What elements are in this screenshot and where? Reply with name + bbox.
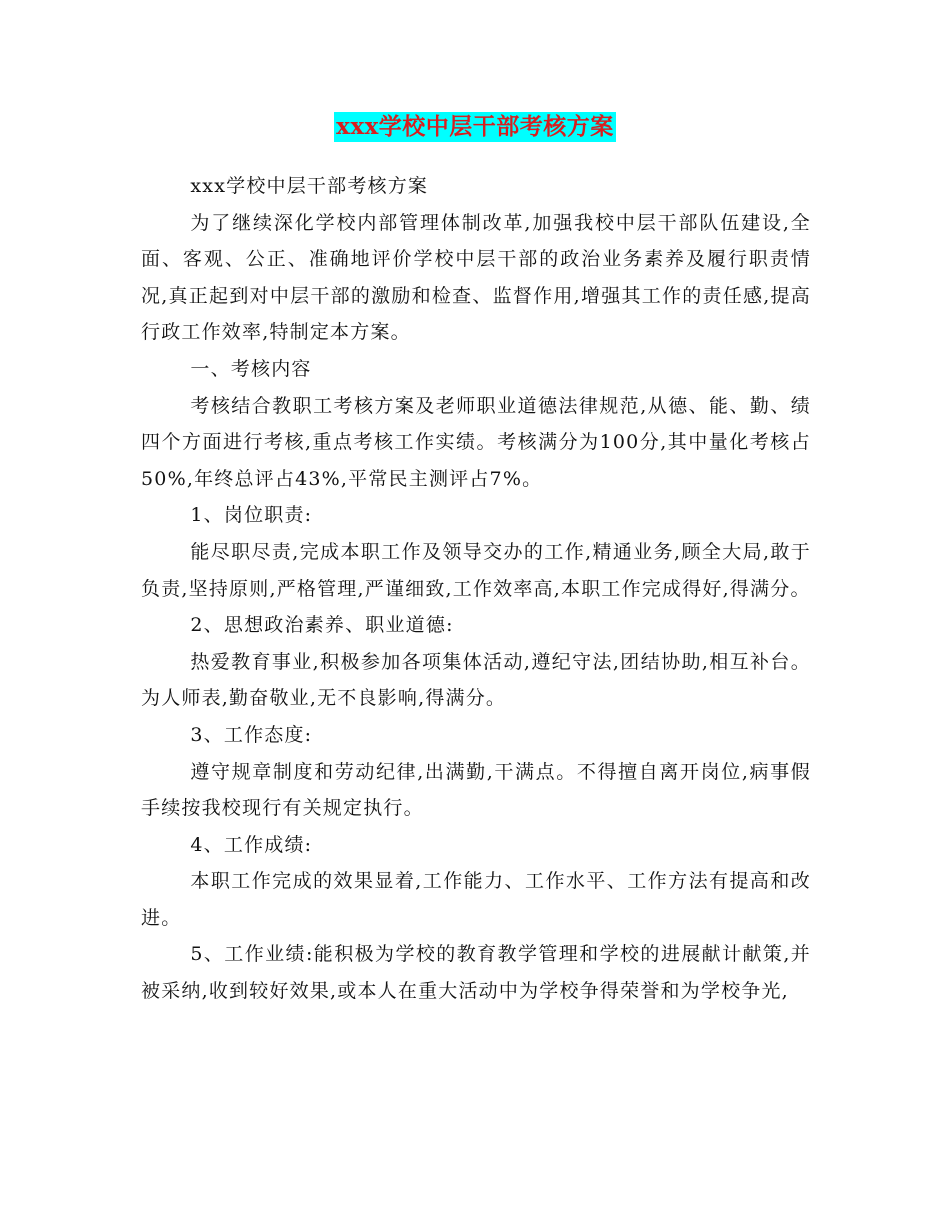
item-heading-4: 4、工作成绩:: [190, 833, 313, 856]
document-title: xxx学校中层干部考核方案: [336, 113, 614, 140]
item-5: 5、工作业绩:能积极为学校的教育教学管理和学校的进展献计献策,并被采纳,收到较好效果,或本人在重大活动中为学校争得荣誉和为学校争光,: [141, 943, 811, 1003]
item-heading-2: 2、思想政治素养、职业道德:: [190, 614, 454, 637]
item-text-3: 遵守规章制度和劳动纪律,出满勤,干满点。不得擅自离开岗位,病事假手续按我校现行有关规定执行。: [141, 760, 811, 820]
title-row: [0, 112, 950, 142]
heading-section-1: 一、考核内容: [190, 357, 312, 380]
document-body: [141, 168, 811, 1010]
paragraph-assessment-scope: 考核结合教职工考核方案及老师职业道德法律规范,从德、能、勤、绩四个方面进行考核,重点考核工作实绩。考核满分为100分,其中量化考核占50%,年终总评占43%,平常民主测评占7%。: [141, 394, 811, 490]
paragraph-doc-name: xxx学校中层干部考核方案: [190, 175, 429, 197]
item-heading-1: 1、岗位职责:: [190, 504, 313, 527]
item-text-4: 本职工作完成的效果显着,工作能力、工作水平、工作方法有提高和改进。: [141, 870, 811, 929]
item-heading-3: 3、工作态度:: [190, 723, 313, 746]
item-text-2: 热爱教育事业,积极参加各项集体活动,遵纪守法,团结协助,相互补台。为人师表,勤奋敬业,无不良影响,得满分。: [141, 650, 811, 710]
paragraph-intro: 为了继续深化学校内部管理体制改革,加强我校中层干部队伍建设,全面、客观、公正、准确地评价学校中层干部的政治业务素养及履行职责情况,真正起到对中层干部的激励和检查、监督作用,增强其工作的责任感,提高行政工作效率,特制定本方案。: [141, 211, 811, 344]
item-text-1: 能尽职尽责,完成本职工作及领导交办的工作,精通业务,顾全大局,敢于负责,坚持原则,严格管理,严谨细致,工作效率高,本职工作完成得好,得满分。: [141, 540, 811, 600]
